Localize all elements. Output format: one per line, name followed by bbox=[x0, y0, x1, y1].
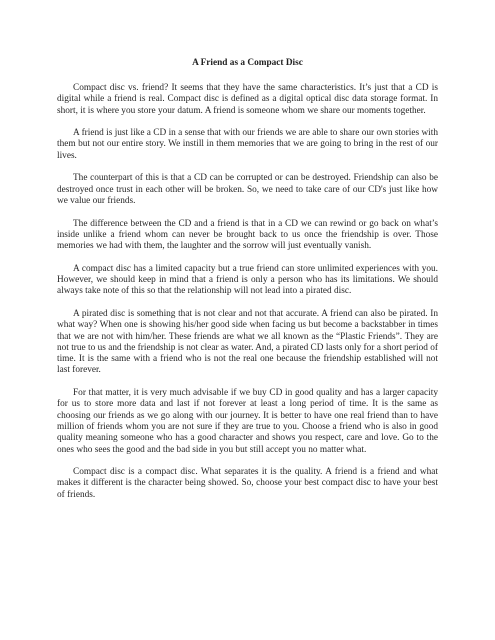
paragraph-8: Compact disc is a compact disc. What separates it is the quality. A friend is a friend and what makes it different is the character being showed. So, choose your best compact disc to have your best of friends. bbox=[57, 467, 438, 500]
document-title: A Friend as a Compact Disc bbox=[192, 58, 303, 68]
paragraph-5: A compact disc has a limited capacity but a true friend can store unlimited experiences with you. However, we should keep in mind that a friend is only a person who has its limitations. We should always take note of this so that the relationship will not lead into a pirated disc. bbox=[57, 263, 438, 297]
paragraph-3: The counterpart of this is that a CD can be corrupted or can be destroyed. Friendship can also be destroyed once trust in each other will be broken. So, we need to take care of our CD's just like how we value our friends. bbox=[57, 173, 438, 206]
paragraph-4: The difference between the CD and a friend is that in a CD we can rewind or go back on what’s inside unlike a friend whom can never be brought back to us once the friendship is over. Those memories we had with them, the laughter and the sorrow will just eventually vanish. bbox=[57, 218, 438, 252]
paragraph-1: Compact disc vs. friend? It seems that they have the same characteristics. It’s just that a CD is digital while a friend is real. Compact disc is defined as a digital optical disc data storage format. In short, it is where you store your datum. A friend is someone whom we share our moments together. bbox=[57, 83, 438, 116]
paragraph-6: A pirated disc is something that is not clear and not that accurate. A friend can also be pirated. In what way? When one is showing his/her good side when facing us but become a backstabber in times that we are not with him/her. These friends are what we all known as the “Plastic Friends”. They are not true to us and the friendship is not clear as water. And, a pirated CD lasts only for a short period of time. It is the same with a friend who is not the real one because the friendship established will not last forever. bbox=[57, 308, 438, 376]
paragraph-7: For that matter, it is very much advisable if we buy CD in good quality and has a larger capacity for us to store more data and last if not forever at least a long period of time. It is the same as choosing our friends as we go along with our journey. It is better to have one real friend than to have million of friends whom you are not sure if they are true to you. Choose a friend who is also in good quality meaning someone who has a good character and shows you respect, care and love. Go to the ones who sees the good and the bad side in you but still accept you no matter what. bbox=[57, 388, 438, 455]
document-body bbox=[57, 83, 438, 512]
paragraph-2: A friend is just like a CD in a sense that with our friends we are able to share our own stories with them but not our entire story. We instill in them memories that we are going to bring in the rest of our lives. bbox=[57, 128, 438, 161]
